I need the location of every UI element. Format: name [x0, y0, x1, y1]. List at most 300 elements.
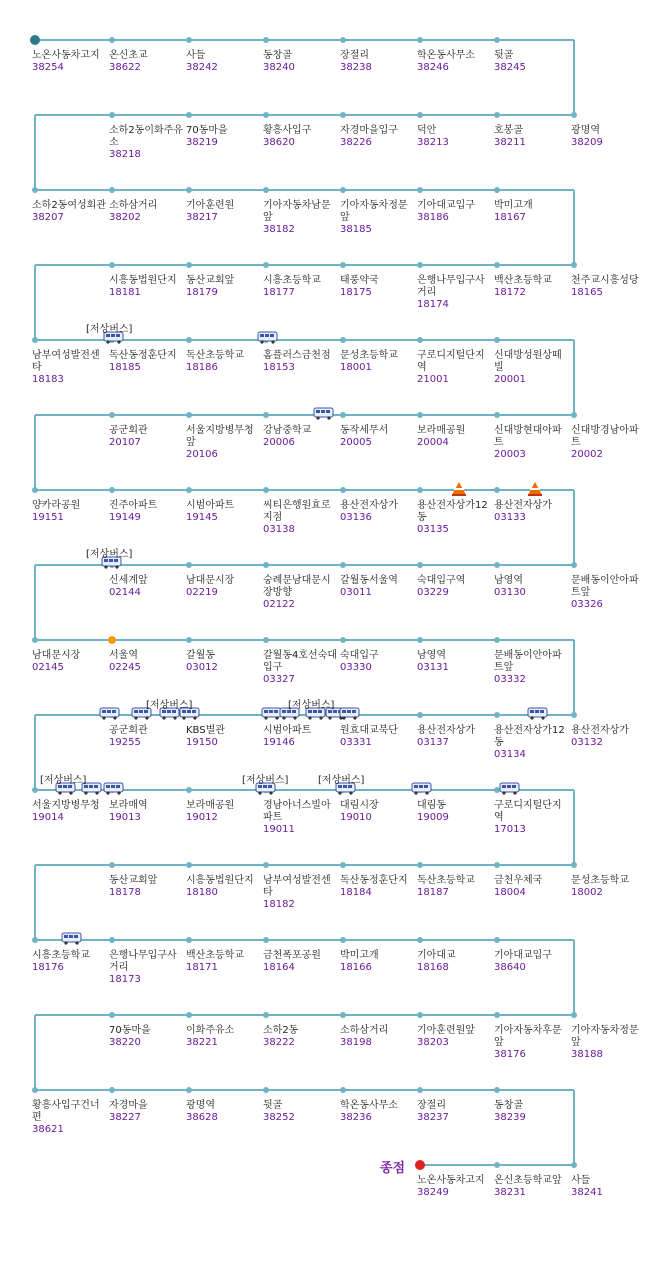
bus-stop[interactable] — [417, 275, 491, 311]
bus-stop[interactable] — [494, 275, 568, 299]
bus-stop[interactable] — [494, 350, 568, 386]
stop-name: 이화주유소 — [186, 1025, 235, 1036]
stop-dot — [186, 337, 192, 343]
bus-stop[interactable] — [494, 500, 568, 524]
bus-stop[interactable] — [417, 1100, 491, 1124]
bus-stop[interactable] — [263, 725, 337, 749]
bus-stop[interactable] — [109, 50, 183, 74]
bus-stop[interactable] — [263, 875, 337, 911]
bus-icon[interactable] — [500, 783, 519, 795]
stop-name: 시흥동법원단지 — [186, 875, 254, 886]
bus-icon[interactable] — [104, 783, 123, 795]
bus-stop[interactable] — [494, 200, 568, 224]
low-floor-tag: [저상버스] — [146, 700, 193, 711]
stop-id: 18167 — [494, 212, 526, 223]
stop-dot — [417, 862, 423, 868]
low-floor-tag: [저상버스] — [318, 775, 365, 786]
stop-dot — [109, 412, 115, 418]
bus-stop[interactable] — [417, 425, 491, 449]
bus-stop[interactable] — [186, 950, 260, 974]
stop-name: 남대문시장 — [32, 650, 81, 661]
bus-stop[interactable] — [109, 875, 183, 899]
bus-stop[interactable] — [186, 875, 260, 899]
stop-id: 03130 — [494, 587, 526, 598]
stop-id: 03229 — [417, 587, 449, 598]
stop-name: 황흥사입구 — [263, 125, 312, 136]
stop-dot — [109, 112, 115, 118]
bus-stop[interactable] — [417, 725, 491, 749]
stop-name: 온신초등학교앞 — [494, 1175, 562, 1186]
stop-dot — [32, 637, 38, 643]
stop-id: 03331 — [340, 737, 372, 748]
bus-stop[interactable] — [263, 950, 337, 974]
bus-stop[interactable] — [263, 425, 337, 449]
stop-name: 자경마을 — [109, 1100, 148, 1111]
stop-name: 문성초등학교 — [571, 875, 629, 886]
bus-stop[interactable] — [109, 125, 183, 161]
stop-dot — [186, 1012, 192, 1018]
stop-id: 38237 — [417, 1112, 449, 1123]
bus-stop[interactable] — [109, 950, 183, 986]
stop-dot — [263, 487, 269, 493]
stop-name: 동산교회앞 — [186, 275, 235, 286]
stop-dot — [417, 487, 423, 493]
bus-stop[interactable] — [186, 200, 260, 224]
bus-stop[interactable] — [571, 1175, 645, 1199]
stop-id: 38186 — [417, 212, 449, 223]
bus-stop[interactable] — [32, 1100, 106, 1136]
stop-id: 18180 — [186, 887, 218, 898]
stop-dot — [340, 37, 346, 43]
stop-name: 기아대교 — [417, 950, 456, 961]
stop-id: 02245 — [109, 662, 141, 673]
stop-id: 18164 — [263, 962, 295, 973]
stop-dot — [109, 937, 115, 943]
stop-name: 시범아파트 — [186, 500, 235, 511]
stop-id: 03332 — [494, 674, 526, 685]
stop-dot — [417, 712, 423, 718]
bus-stop[interactable] — [571, 1025, 645, 1061]
bus-icon[interactable] — [528, 708, 547, 720]
stop-dot — [263, 37, 269, 43]
stop-id: 38238 — [340, 62, 372, 73]
stop-id: 03132 — [571, 737, 603, 748]
stop-id: 38231 — [494, 1187, 526, 1198]
bus-stop[interactable] — [186, 275, 260, 299]
stop-name: 장절리 — [340, 50, 369, 61]
bus-stop[interactable] — [417, 50, 491, 74]
bus-stop[interactable] — [417, 125, 491, 149]
bus-stop[interactable] — [186, 800, 260, 824]
stop-name: 서울지방병무청앞 — [186, 425, 254, 448]
stop-name: 기아자동차정문앞 — [571, 1025, 639, 1048]
stop-dot — [186, 37, 192, 43]
stop-dot — [186, 112, 192, 118]
stop-id: 03011 — [340, 587, 372, 598]
stop-dot — [32, 487, 38, 493]
stop-dot — [494, 637, 500, 643]
stop-dot — [186, 937, 192, 943]
stop-name: 용산전자상가 — [571, 725, 629, 736]
stop-name: 광명역 — [186, 1100, 215, 1111]
bus-stop[interactable] — [32, 650, 106, 674]
stop-name: 노온사동차고지 — [32, 50, 100, 61]
stop-name: 숭례문남대문시장방향 — [263, 575, 331, 598]
stop-name: 원효대교북단 — [340, 725, 398, 736]
stop-name: 시흥동법원단지 — [109, 275, 177, 286]
stop-id: 18165 — [571, 287, 603, 298]
bus-stop[interactable] — [186, 650, 260, 674]
stop-dot — [186, 412, 192, 418]
stop-name: 씨티은행원효로지점 — [263, 500, 331, 523]
stop-dot — [494, 1087, 500, 1093]
stop-dot — [494, 862, 500, 868]
stop-dot — [417, 337, 423, 343]
stop-id: 18177 — [263, 287, 295, 298]
stop-dot — [417, 637, 423, 643]
bus-stop[interactable] — [109, 275, 183, 299]
stop-name: 금천우체국 — [494, 875, 543, 886]
bus-stop[interactable] — [571, 575, 645, 611]
bus-stop[interactable] — [32, 800, 106, 824]
stop-id: 38220 — [109, 1037, 141, 1048]
stop-id: 38241 — [571, 1187, 603, 1198]
bus-icon[interactable] — [62, 933, 81, 945]
bus-stop[interactable] — [340, 875, 414, 899]
bus-stop[interactable] — [571, 875, 645, 899]
bus-stop[interactable] — [263, 1100, 337, 1124]
stop-dot — [340, 412, 346, 418]
bus-stop[interactable] — [109, 1025, 183, 1049]
stop-name: 홈플러스금천점 — [263, 350, 331, 361]
stop-name: 70동마을 — [186, 125, 228, 136]
stop-dot — [571, 412, 577, 418]
bus-stop[interactable] — [109, 425, 183, 449]
stop-name: 백산초등학교 — [494, 275, 552, 286]
bus-stop[interactable] — [263, 200, 337, 236]
current-stop-dot — [108, 636, 116, 644]
stop-id: 03326 — [571, 599, 603, 610]
stop-name: 뒷골 — [263, 1100, 283, 1111]
bus-stop[interactable] — [109, 200, 183, 224]
stop-id: 38240 — [263, 62, 295, 73]
bus-stop[interactable] — [340, 950, 414, 974]
bus-stop[interactable] — [186, 125, 260, 149]
stop-dot — [186, 787, 192, 793]
stop-name: 덕안 — [417, 125, 437, 136]
bus-stop[interactable] — [109, 575, 183, 599]
bus-stop[interactable] — [109, 350, 183, 374]
bus-stop[interactable] — [32, 500, 106, 524]
stop-id: 20004 — [417, 437, 449, 448]
stop-id: 18172 — [494, 287, 526, 298]
stop-id: 18001 — [340, 362, 372, 373]
bus-stop[interactable] — [571, 125, 645, 149]
stop-dot — [571, 112, 577, 118]
stop-dot — [32, 337, 38, 343]
stop-id: 38245 — [494, 62, 526, 73]
stop-dot — [340, 937, 346, 943]
stop-name: 박미고개 — [494, 200, 533, 211]
bus-stop[interactable] — [494, 875, 568, 899]
stop-id: 19010 — [340, 812, 372, 823]
stop-name: 서울역 — [109, 650, 138, 661]
stop-id: 03138 — [263, 524, 295, 535]
stop-name: 기아자동차남문앞 — [263, 200, 331, 223]
construction-cone-icon — [528, 482, 542, 496]
bus-stop[interactable] — [32, 200, 106, 224]
stop-name: 기아자동차후문앞 — [494, 1025, 562, 1048]
stop-dot — [494, 337, 500, 343]
stop-name: 기아대교입구 — [494, 950, 552, 961]
stop-dot — [186, 487, 192, 493]
stop-name: 학온동사무소 — [340, 1100, 398, 1111]
low-floor-tag: [저상버스] — [40, 775, 87, 786]
bus-stop[interactable] — [263, 275, 337, 299]
stop-dot — [186, 262, 192, 268]
stop-id: 38236 — [340, 1112, 372, 1123]
bus-icon[interactable] — [340, 708, 359, 720]
bus-stop[interactable] — [186, 50, 260, 74]
bus-stop[interactable] — [340, 50, 414, 74]
stop-id: 19255 — [109, 737, 141, 748]
stop-dot — [340, 1012, 346, 1018]
bus-stop[interactable] — [263, 500, 337, 536]
stop-id: 03134 — [494, 749, 526, 760]
bus-stop[interactable] — [263, 125, 337, 149]
bus-stop[interactable] — [340, 800, 414, 824]
bus-icon[interactable] — [412, 783, 431, 795]
stop-name: 박미고개 — [340, 950, 379, 961]
bus-stop[interactable] — [417, 650, 491, 674]
bus-stop[interactable] — [186, 1100, 260, 1124]
bus-stop[interactable] — [494, 950, 568, 974]
bus-stop[interactable] — [494, 1100, 568, 1124]
bus-stop[interactable] — [263, 350, 337, 374]
stop-dot — [109, 487, 115, 493]
stop-name: 학온동사무소 — [417, 50, 475, 61]
bus-stop[interactable] — [417, 950, 491, 974]
stop-name: 용산전자상가12동 — [494, 725, 565, 748]
stop-id: 38203 — [417, 1037, 449, 1048]
stop-name: 황흥사입구건너편 — [32, 1100, 100, 1123]
stop-name: 시범아파트 — [263, 725, 312, 736]
bus-stop[interactable] — [186, 425, 260, 461]
bus-stop[interactable] — [340, 350, 414, 374]
bus-stop[interactable] — [340, 725, 414, 749]
bus-stop[interactable] — [32, 350, 106, 386]
stop-name: 남대문시장 — [186, 575, 235, 586]
bus-stop[interactable] — [494, 425, 568, 461]
bus-stop[interactable] — [494, 650, 568, 686]
stop-dot — [571, 562, 577, 568]
bus-stop[interactable] — [494, 1175, 568, 1199]
stop-name: 독산동정훈단지 — [340, 875, 408, 886]
stop-dot — [32, 787, 38, 793]
stop-dot — [494, 112, 500, 118]
stop-name: 금천폭포공원 — [263, 950, 321, 961]
stop-name: 갈월동서울역 — [340, 575, 398, 586]
bus-stop[interactable] — [340, 1100, 414, 1124]
bus-stop[interactable] — [417, 575, 491, 599]
stop-name: 70동마을 — [109, 1025, 151, 1036]
stop-name: 노온사동차고지 — [417, 1175, 485, 1186]
stop-dot — [32, 187, 38, 193]
bus-stop[interactable] — [571, 275, 645, 299]
bus-stop[interactable] — [263, 50, 337, 74]
bus-stop[interactable] — [109, 650, 183, 674]
stop-name: 소하삼거리 — [109, 200, 158, 211]
stop-name: 기아훈련원앞 — [417, 1025, 475, 1036]
bus-stop[interactable] — [32, 950, 106, 974]
bus-stop[interactable] — [32, 50, 106, 74]
bus-icon[interactable] — [262, 708, 281, 720]
stop-dot — [494, 937, 500, 943]
stop-id: 38176 — [494, 1049, 526, 1060]
bus-stop[interactable] — [417, 875, 491, 899]
stop-dot — [494, 712, 500, 718]
stop-dot — [417, 187, 423, 193]
stop-dot — [186, 562, 192, 568]
stop-id: 18174 — [417, 299, 449, 310]
stop-id: 03136 — [340, 512, 372, 523]
stop-name: 문배동이안아파트앞 — [494, 650, 562, 673]
bus-icon[interactable] — [100, 708, 119, 720]
stop-dot — [494, 187, 500, 193]
stop-id: 03012 — [186, 662, 218, 673]
stop-name: 남영역 — [417, 650, 446, 661]
bus-stop[interactable] — [340, 125, 414, 149]
stop-name: 호봉골 — [494, 125, 523, 136]
bus-stop[interactable] — [340, 1025, 414, 1049]
bus-stop[interactable] — [417, 350, 491, 386]
stop-name: 보라매역 — [109, 800, 148, 811]
bus-stop[interactable] — [417, 800, 491, 824]
bus-stop[interactable] — [494, 800, 568, 836]
bus-stop[interactable] — [263, 650, 337, 686]
stop-id: 18166 — [340, 962, 372, 973]
bus-stop[interactable] — [571, 725, 645, 749]
stop-id: 19150 — [186, 737, 218, 748]
bus-stop[interactable] — [186, 350, 260, 374]
stop-id: 38249 — [417, 1187, 449, 1198]
stop-id: 38198 — [340, 1037, 372, 1048]
bus-stop[interactable] — [340, 275, 414, 299]
stop-name: 신대방현대아파트 — [494, 425, 562, 448]
stop-id: 19009 — [417, 812, 449, 823]
stop-dot — [263, 937, 269, 943]
stop-id: 38217 — [186, 212, 218, 223]
bus-stop[interactable] — [109, 1100, 183, 1124]
start-dot — [30, 35, 40, 45]
stop-id: 03330 — [340, 662, 372, 673]
stop-dot — [494, 562, 500, 568]
bus-stop[interactable] — [340, 575, 414, 599]
bus-stop[interactable] — [263, 575, 337, 611]
stop-name: KBS별관 — [186, 725, 225, 736]
stop-id: 19151 — [32, 512, 64, 523]
stop-name: 온신초교 — [109, 50, 148, 61]
stop-name: 숙대입구 — [340, 650, 379, 661]
stop-id: 20107 — [109, 437, 141, 448]
bus-stop[interactable] — [263, 800, 337, 836]
stop-id: 38182 — [263, 224, 295, 235]
bus-stop[interactable] — [340, 500, 414, 524]
stop-id: 38188 — [571, 1049, 603, 1060]
stop-name: 독산초등학교 — [417, 875, 475, 886]
stop-name: 경남아너스빌아파트 — [263, 800, 331, 823]
bus-stop[interactable] — [340, 200, 414, 236]
stop-id: 18178 — [109, 887, 141, 898]
bus-stop[interactable] — [494, 125, 568, 149]
stop-name: 대림시장 — [340, 800, 379, 811]
bus-stop[interactable] — [494, 1025, 568, 1061]
stop-dot — [571, 1162, 577, 1168]
stop-id: 19149 — [109, 512, 141, 523]
bus-stop[interactable] — [186, 500, 260, 524]
stop-name: 기아대교입구 — [417, 200, 475, 211]
stop-id: 18186 — [186, 362, 218, 373]
stop-name: 동창골 — [263, 50, 292, 61]
stop-dot — [571, 262, 577, 268]
bus-stop[interactable] — [263, 1025, 337, 1049]
bus-stop[interactable] — [417, 1175, 491, 1199]
stop-name: 용산전자상가 — [340, 500, 398, 511]
stop-name: 구로디지털단지역 — [494, 800, 562, 823]
stop-id: 38622 — [109, 62, 141, 73]
stop-name: 문성초등학교 — [340, 350, 398, 361]
bus-stop[interactable] — [340, 650, 414, 674]
bus-stop[interactable] — [340, 425, 414, 449]
stop-name: 진주아파트 — [109, 500, 158, 511]
stop-name: 남영역 — [494, 575, 523, 586]
stop-name: 소하삼거리 — [340, 1025, 389, 1036]
bus-stop[interactable] — [109, 725, 183, 749]
bus-icon[interactable] — [314, 408, 333, 420]
stop-id: 18181 — [109, 287, 141, 298]
stop-dot — [340, 337, 346, 343]
stop-id: 03131 — [417, 662, 449, 673]
stop-dot — [109, 1012, 115, 1018]
stop-dot — [571, 862, 577, 868]
bus-stop[interactable] — [186, 575, 260, 599]
stop-id: 20002 — [571, 449, 603, 460]
bus-stop[interactable] — [109, 500, 183, 524]
stop-name: 소하2동 — [263, 1025, 299, 1036]
bus-stop[interactable] — [109, 800, 183, 824]
bus-stop[interactable] — [417, 500, 491, 536]
bus-stop[interactable] — [417, 1025, 491, 1049]
stop-id: 38621 — [32, 1124, 64, 1135]
bus-stop[interactable] — [571, 425, 645, 461]
stop-id: 38254 — [32, 62, 64, 73]
bus-stop[interactable] — [494, 725, 568, 761]
bus-stop[interactable] — [417, 200, 491, 224]
stop-dot — [263, 412, 269, 418]
bus-stop[interactable] — [494, 575, 568, 599]
stop-id: 19011 — [263, 824, 295, 835]
stop-id: 38219 — [186, 137, 218, 148]
stop-id: 18002 — [571, 887, 603, 898]
stop-id: 20003 — [494, 449, 526, 460]
stop-name: 서울지방병무청 — [32, 800, 100, 811]
bus-stop[interactable] — [186, 725, 260, 749]
stop-name: 신세계앞 — [109, 575, 148, 586]
stop-id: 38239 — [494, 1112, 526, 1123]
bus-stop[interactable] — [186, 1025, 260, 1049]
stop-dot — [340, 562, 346, 568]
bus-stop[interactable] — [494, 50, 568, 74]
